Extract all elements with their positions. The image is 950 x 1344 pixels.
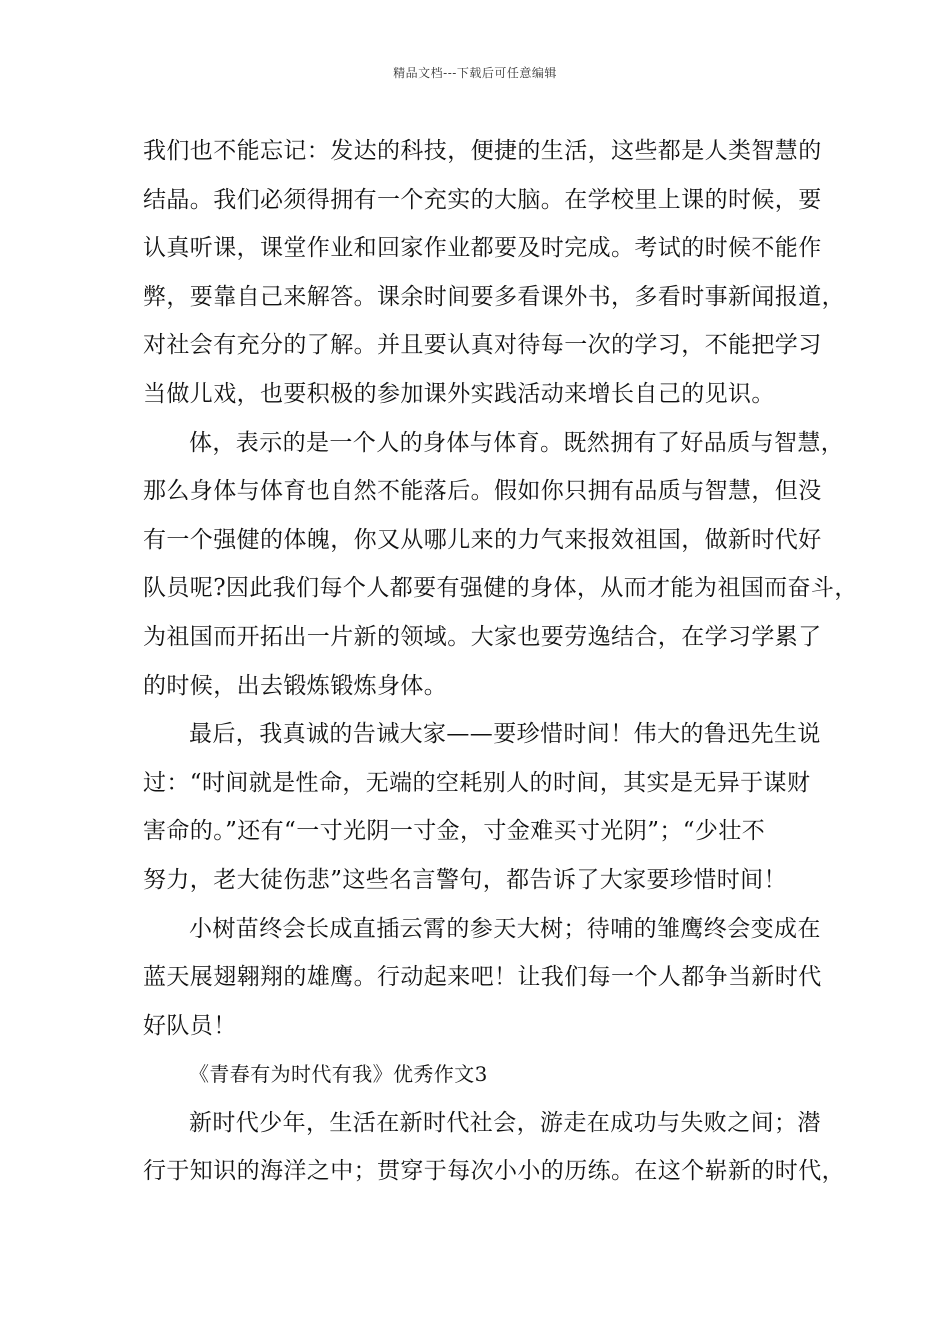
essay-heading: 《青春有为时代有我》优秀作文3	[189, 1062, 488, 1087]
text-line: 队员呢?因此我们每个人都要有强健的身体，从而才能为祖国而奋斗，	[143, 575, 858, 602]
text-line: 努力，老大徒伤悲”这些名言警句，都告诉了大家要珍惜时间！	[143, 866, 787, 893]
text-line: 弊，要靠自己来解答。课余时间要多看课外书，多看时事新闻报道，	[143, 283, 845, 310]
text-line: 好队员！	[143, 1012, 237, 1039]
text-line: 害命的。”还有“一寸光阴一寸金，寸金难买寸光阴”；“少壮不	[143, 818, 766, 845]
paragraph-start-line: 体，表示的是一个人的身体与体育。既然拥有了好品质与智慧，	[189, 429, 845, 456]
text-line: 当做儿戏，也要积极的参加课外实践活动来增长自己的见识。	[143, 380, 775, 407]
paragraph-start-line: 最后，我真诚的告诫大家——要珍惜时间！伟大的鲁迅先生说	[189, 721, 821, 748]
text-line: 有一个强健的体魄，你又从哪儿来的力气来报效祖国，做新时代好	[143, 526, 822, 553]
document-body	[143, 127, 858, 1196]
text-line: 我们也不能忘记：发达的科技，便捷的生活，这些都是人类智慧的	[143, 138, 822, 164]
text-line: 认真听课，课堂作业和回家作业都要及时完成。考试的时候不能作	[143, 235, 822, 262]
text-line: 蓝天展翅翱翔的雄鹰。行动起来吧！让我们每一个人都争当新时代	[143, 964, 822, 991]
text-line: 结晶。我们必须得拥有一个充实的大脑。在学校里上课的时候，要	[143, 186, 822, 213]
text-line: 行于知识的海洋之中；贯穿于每次小小的历练。在这个崭新的时代，	[143, 1158, 845, 1185]
text-line: 那么身体与体育也自然不能落后。假如你只拥有品质与智慧，但没	[143, 478, 822, 505]
paragraph-start-line: 新时代少年，生活在新时代社会，游走在成功与失败之间；潜	[189, 1109, 821, 1136]
paragraph-start-line: 小树苗终会长成直插云霄的参天大树；待哺的雏鹰终会变成在	[189, 915, 821, 942]
text-line: 对社会有充分的了解。并且要认真对待每一次的学习，不能把学习	[143, 332, 822, 359]
text-line: 过：“时间就是性命，无端的空耗别人的时间，其实是无异于谋财	[143, 769, 811, 796]
text-line: 为祖国而开拓出一片新的领域。大家也要劳逸结合，在学习学累了	[143, 623, 822, 650]
text-line: 的时候，出去锻炼锻炼身体。	[143, 672, 448, 699]
page-header: 精品文档---下载后可任意编辑	[393, 66, 557, 80]
